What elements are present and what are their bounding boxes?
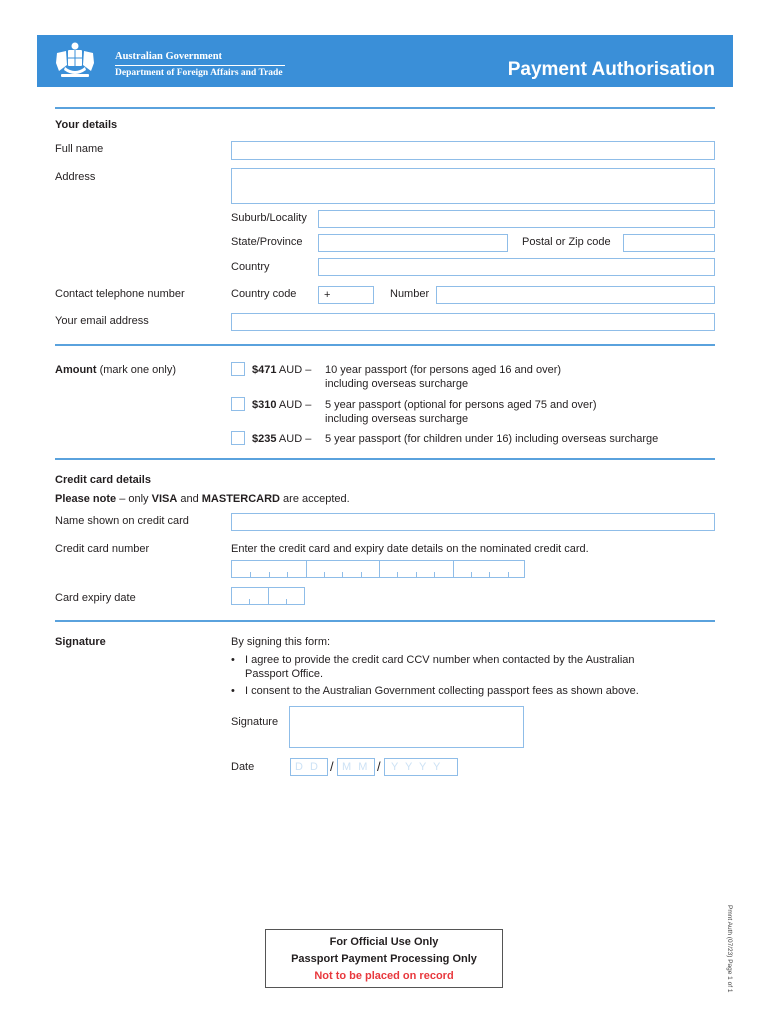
signing-intro: By signing this form:: [231, 636, 331, 648]
month-placeholder: M M: [342, 761, 370, 773]
amount-235-desc: 5 year passport (for children under 16) including overseas surcharge: [325, 433, 659, 445]
mastercard-text: MASTERCARD: [201, 493, 280, 505]
full-name-field[interactable]: [231, 141, 715, 160]
digit-divider: [489, 572, 490, 577]
note-bold: Please note: [55, 493, 117, 505]
day-placeholder: D D: [295, 761, 320, 773]
currency: AUD –: [276, 399, 312, 411]
amount-235-checkbox[interactable]: [231, 431, 245, 445]
card-number-label: Credit card number: [55, 543, 150, 555]
digit-divider: [287, 572, 288, 577]
suburb-field[interactable]: [318, 210, 715, 228]
date-day-field[interactable]: [290, 758, 328, 776]
card-expiry-field[interactable]: [231, 587, 305, 605]
card-number-field[interactable]: [231, 560, 525, 578]
digit-divider: [361, 572, 362, 577]
state-field[interactable]: [318, 234, 508, 252]
amount-310-desc-2: including overseas surcharge: [325, 413, 469, 425]
visa-text: VISA: [151, 493, 178, 505]
consent-fees: I consent to the Australian Government collecting passport fees as shown above.: [245, 685, 639, 697]
email-label: Your email address: [55, 315, 149, 327]
section-divider: [55, 620, 715, 622]
card-instruction: Enter the credit card and expiry date details on the nominated credit card.: [231, 543, 589, 555]
official-use-title: For Official Use Only: [329, 936, 439, 948]
signature-field[interactable]: [289, 706, 524, 748]
coat-of-arms-icon: [53, 41, 97, 81]
postal-code-field[interactable]: [623, 234, 715, 252]
digit-divider: [471, 572, 472, 577]
price: $310: [252, 399, 277, 411]
digit-divider: [286, 599, 287, 604]
group-divider: [453, 561, 454, 577]
digit-divider: [324, 572, 325, 577]
amount-310-checkbox[interactable]: [231, 397, 245, 411]
note-text: – only: [116, 493, 152, 505]
amount-310-desc: 5 year passport (optional for persons aged 75 and over): [325, 399, 597, 411]
date-month-field[interactable]: [337, 758, 375, 776]
form-code: Pmnt Auth (07/23) Page 1 of 1: [726, 905, 733, 993]
contact-phone-label: Contact telephone number: [55, 288, 185, 300]
date-separator: /: [377, 759, 381, 774]
amount-235-price: [252, 433, 311, 445]
group-divider: [379, 561, 380, 577]
plus-prefix: +: [324, 289, 331, 301]
official-processing-note: Passport Payment Processing Only: [291, 953, 477, 965]
card-name-field[interactable]: [231, 513, 715, 531]
email-field[interactable]: [231, 313, 715, 331]
state-label: State/Province: [231, 236, 303, 248]
country-label: Country: [231, 261, 270, 273]
currency: AUD –: [276, 433, 312, 445]
section-divider: [55, 344, 715, 346]
amount-heading: [55, 364, 176, 376]
full-name-label: Full name: [55, 143, 104, 155]
section-divider: [55, 458, 715, 460]
address-field[interactable]: [231, 168, 715, 204]
suburb-label: Suburb/Locality: [231, 212, 307, 224]
section-divider: [55, 107, 715, 109]
digit-divider: [434, 572, 435, 577]
government-name: Australian Government: [115, 51, 223, 62]
amount-471-checkbox[interactable]: [231, 362, 245, 376]
date-separator: /: [330, 759, 334, 774]
note-text: and: [177, 493, 202, 505]
digit-divider: [269, 572, 270, 577]
bullet-icon: •: [231, 654, 235, 666]
currency: AUD –: [276, 364, 312, 376]
not-on-record-note: Not to be placed on record: [314, 970, 454, 982]
country-field[interactable]: [318, 258, 715, 276]
your-details-heading: Your details: [55, 119, 118, 131]
card-name-label: Name shown on credit card: [55, 515, 189, 527]
country-code-label: Country code: [231, 288, 297, 300]
credit-card-heading: Credit card details: [55, 474, 151, 486]
month-year-divider: [268, 588, 269, 604]
amount-471-desc: 10 year passport (for persons aged 16 and over): [325, 364, 562, 376]
price: $471: [252, 364, 277, 376]
header-divider: [115, 65, 285, 66]
year-placeholder: Y Y Y Y: [391, 761, 443, 773]
digit-divider: [508, 572, 509, 577]
card-expiry-label: Card expiry date: [55, 592, 136, 604]
amount-471-price: [252, 364, 311, 376]
bullet-icon: •: [231, 685, 235, 697]
date-year-field[interactable]: [384, 758, 458, 776]
signature-label: Signature: [231, 716, 279, 728]
official-use-box: [265, 929, 503, 988]
phone-number-label: Number: [390, 288, 430, 300]
price: $235: [252, 433, 277, 445]
amount-471-desc-2: including overseas surcharge: [325, 378, 469, 390]
signature-heading: Signature: [55, 636, 106, 648]
card-note: [55, 493, 350, 505]
consent-ccv-2: Passport Office.: [245, 668, 324, 680]
department-name: Department of Foreign Affairs and Trade: [115, 68, 283, 78]
phone-number-field[interactable]: [436, 286, 715, 304]
header-banner: [37, 35, 733, 87]
date-label: Date: [231, 761, 255, 773]
digit-divider: [249, 599, 250, 604]
postal-code-label: Postal or Zip code: [522, 236, 611, 248]
amount-310-price: [252, 399, 311, 411]
amount-heading-text: Amount: [55, 364, 97, 376]
digit-divider: [342, 572, 343, 577]
page-title: Payment Authorisation: [507, 59, 715, 80]
address-label: Address: [55, 171, 96, 183]
digit-divider: [416, 572, 417, 577]
amount-heading-note: (mark one only): [96, 364, 177, 376]
group-divider: [306, 561, 307, 577]
note-text: are accepted.: [280, 493, 350, 505]
country-code-field[interactable]: [318, 286, 374, 304]
digit-divider: [250, 572, 251, 577]
digit-divider: [397, 572, 398, 577]
consent-ccv: I agree to provide the credit card CCV number when contacted by the Australian: [245, 654, 635, 666]
